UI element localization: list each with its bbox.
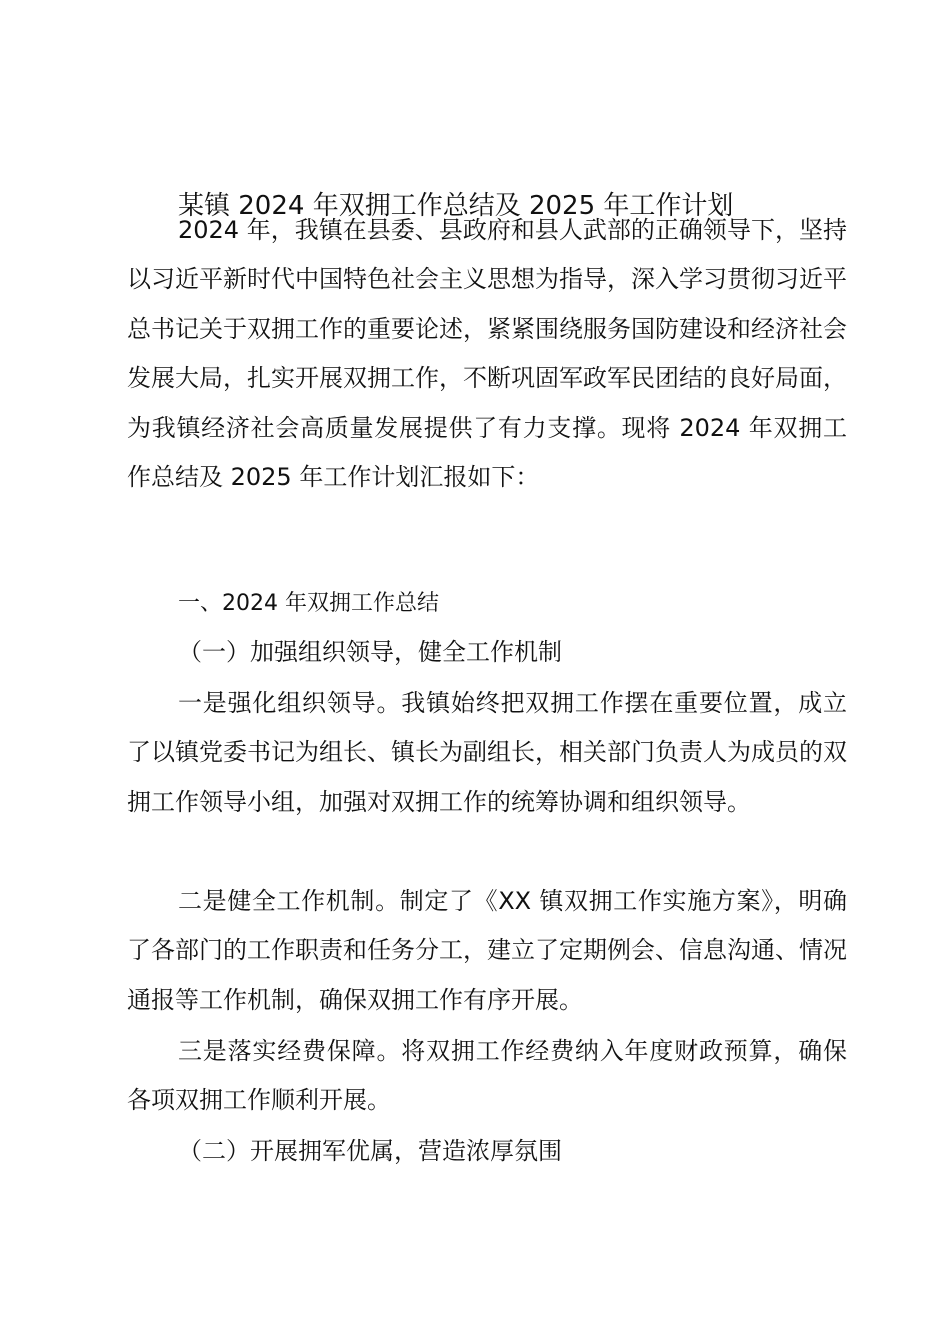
subsection-heading-organization: （一）加强组织领导，健全工作机制 <box>178 638 562 666</box>
paragraph-funding: 三是落实经费保障。将双拥工作经费纳入年度财政预算，确保各项双拥工作顺利开展。 <box>127 1037 847 1115</box>
subsection-heading-support-army: （二）开展拥军优属，营造浓厚氛围 <box>178 1137 562 1165</box>
paragraph-organization-leadership: 一是强化组织领导。我镇始终把双拥工作摆在重要位置，成立了以镇党委书记为组长、镇长为副组长，相关部门负责人为成员的双拥工作领导小组，加强对双拥工作的统筹协调和组织领导。 <box>127 689 847 816</box>
section-heading-summary: 一、2024 年双拥工作总结 <box>178 591 439 616</box>
paragraph-work-mechanism: 二是健全工作机制。制定了《XX 镇双拥工作实施方案》，明确了各部门的工作职责和任务分工，建立了定期例会、信息沟通、情况通报等工作机制，确保双拥工作有序开展。 <box>127 887 847 1014</box>
intro-paragraph: 2024 年，我镇在县委、县政府和县人武部的正确领导下，坚持以习近平新时代中国特色社会主义思想为指导，深入学习贯彻习近平总书记关于双拥工作的重要论述，紧紧围绕服务国防建设和经济社会发展大局，扎实开展双拥工作，不断巩固军政军民团结的良好局面，为我镇经济社会高质量发展提供了有力支撑。现将 2024 年双拥工作总结及 2025 年工作计划汇报如下： <box>127 216 847 492</box>
document-title: 某镇 2024 年双拥工作总结及 2025 年工作计划 <box>178 191 734 221</box>
